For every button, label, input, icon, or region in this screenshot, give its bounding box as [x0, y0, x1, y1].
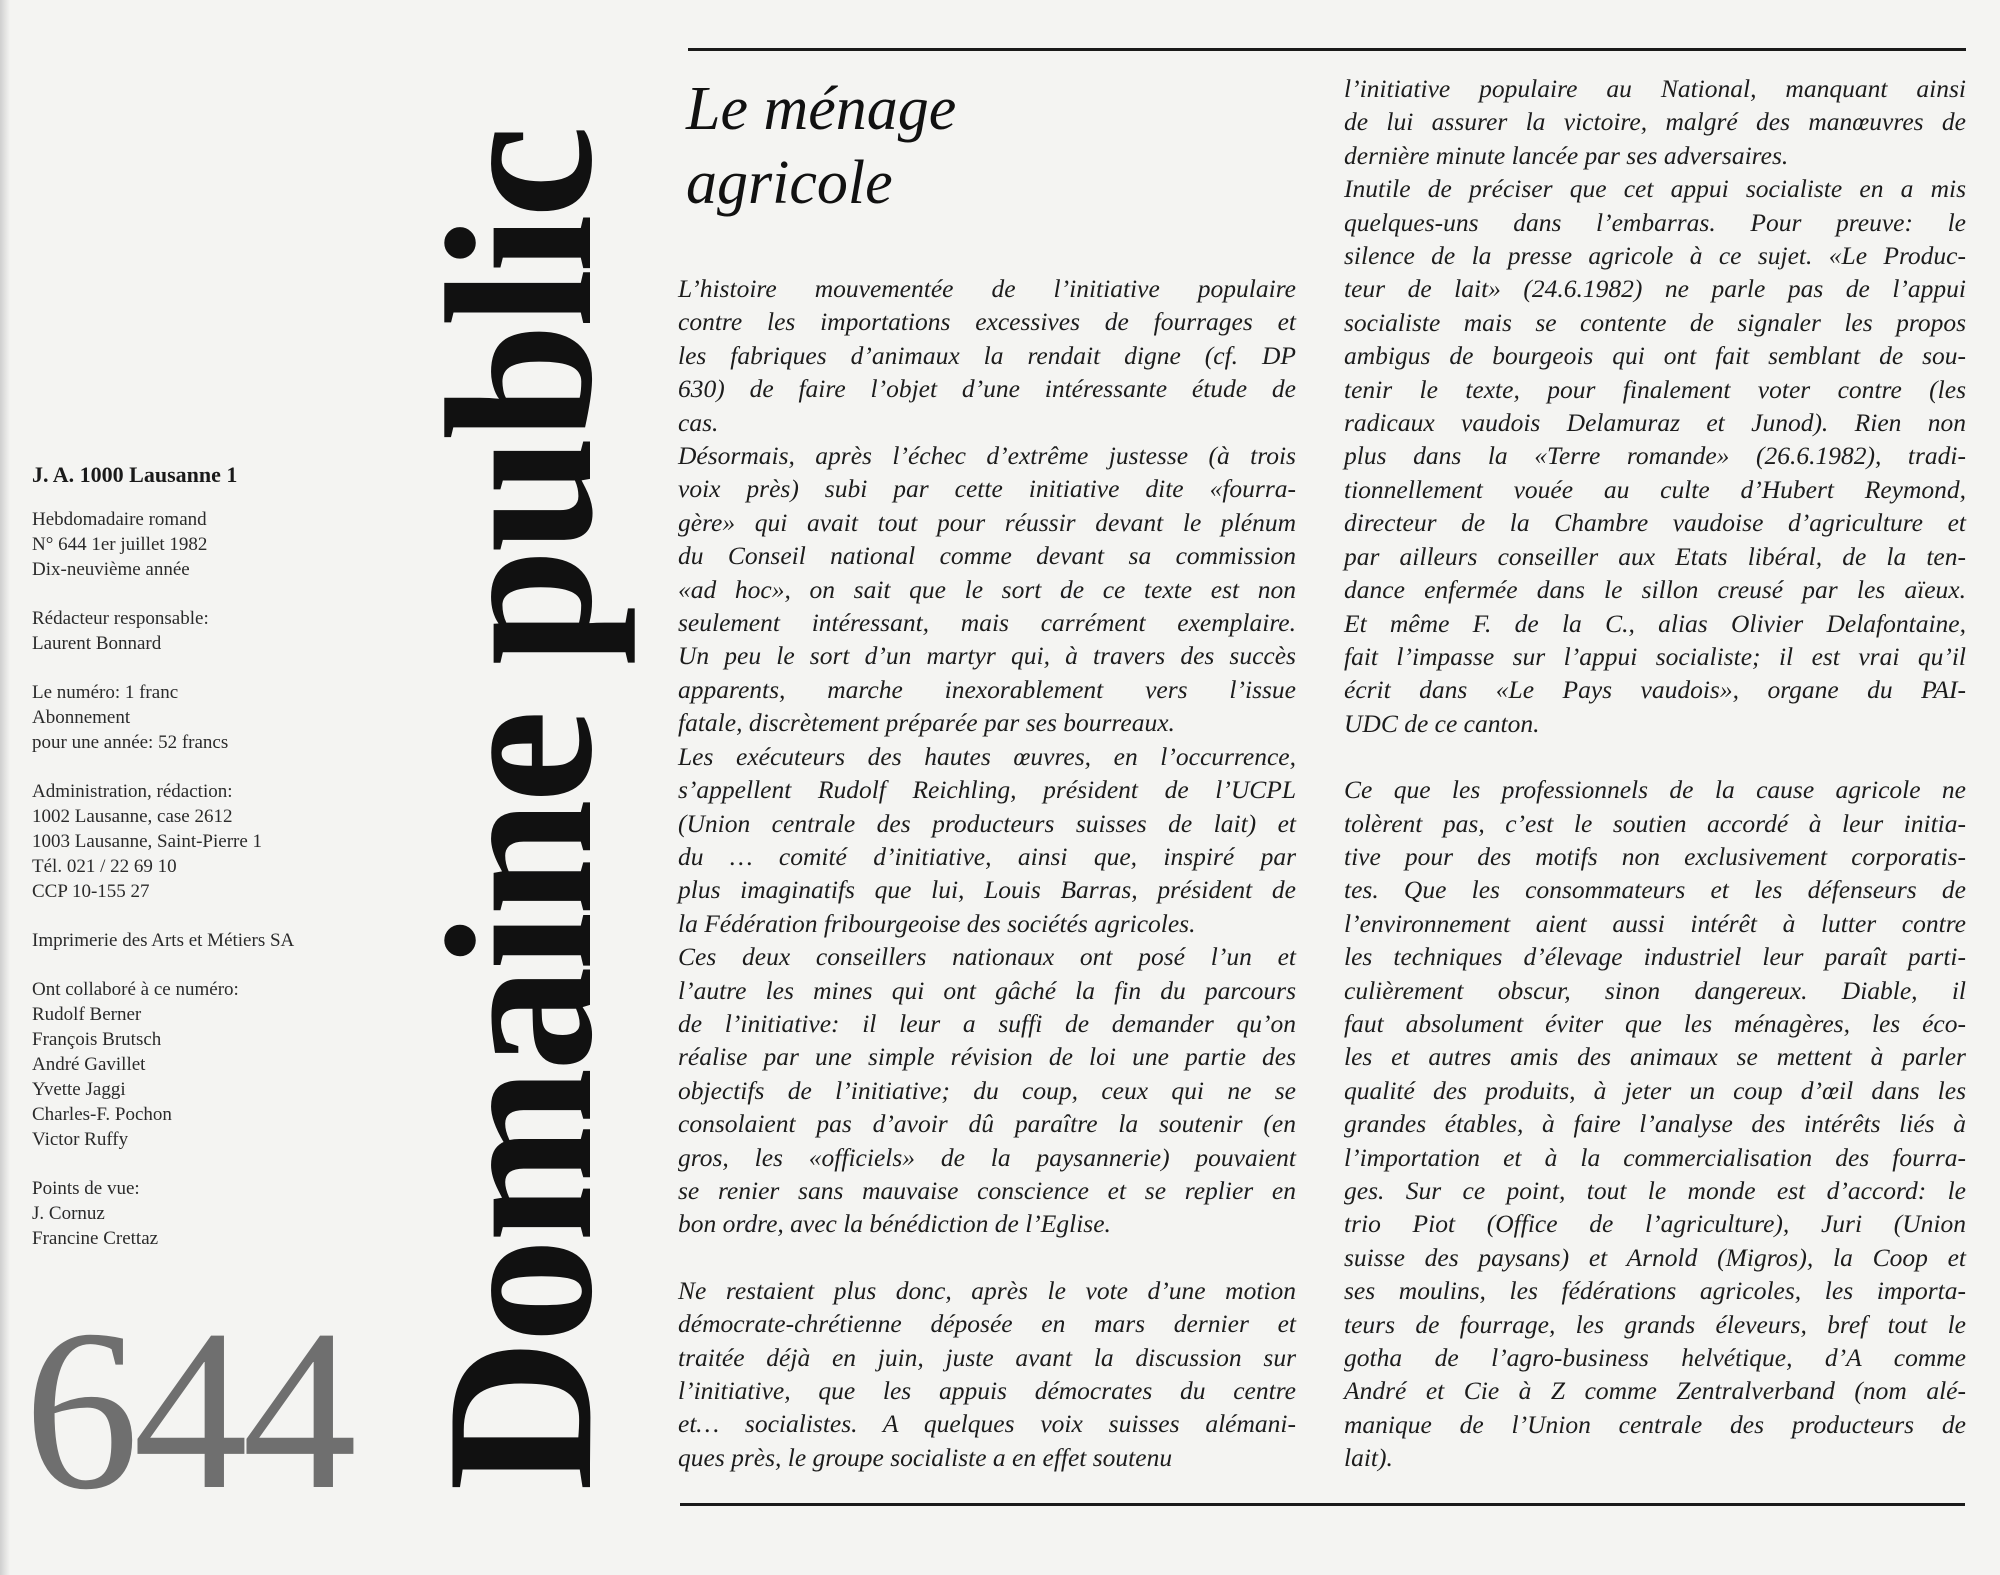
article-paragraph	[1344, 773, 1966, 1475]
article-line: directeur de la Chambre vaudoise d’agriculture et	[1344, 508, 1966, 538]
administration-info	[32, 779, 392, 904]
paragraph-gap	[1344, 740, 1966, 773]
colophon	[32, 462, 392, 1275]
article-line: Les exécuteurs des hautes œuvres, en l’occurrence,	[678, 741, 1296, 771]
article-paragraph	[678, 1274, 1296, 1474]
article-line: Ne restaient plus donc, après le vote d’une motion	[678, 1275, 1296, 1305]
article-line: (Union centrale des producteurs suisses de lait) et	[678, 808, 1296, 838]
article-line: cas.	[678, 407, 719, 437]
colophon-line: André Gavillet	[32, 1054, 146, 1075]
article-line: manique de l’Union centrale des producteurs de	[1344, 1409, 1966, 1439]
article-line: gotha de l’agro-business helvétique, d’A comme	[1344, 1343, 1966, 1373]
article-line: voix près) subi par cette initiative dite «fourra-	[678, 474, 1296, 504]
article-line: qualité des produits, à jeter un coup d’œil dans les	[1344, 1075, 1966, 1105]
colophon-line: CCP 10-155 27	[32, 881, 150, 902]
colophon-line: François Brutsch	[32, 1029, 162, 1050]
article-line: Inutile de préciser que cet appui socialiste en a mis	[1344, 174, 1966, 204]
article-line: se renier sans mauvaise conscience et se replier en	[678, 1175, 1296, 1205]
colophon-line: Tél. 021 / 22 69 10	[32, 856, 177, 877]
article-line: tive pour des motifs non exclusivement corporatis-	[1344, 841, 1966, 871]
article-line: par ailleurs conseiller aux Etats libéral, de la ten-	[1344, 541, 1966, 571]
article-line: teurs de fourrage, les grands éleveurs, bref tout le	[1344, 1309, 1966, 1339]
article-paragraph	[1344, 72, 1966, 172]
article-line: ges. Sur ce point, tout le monde est d’accord: le	[1344, 1176, 1966, 1205]
article-line: de lui assurer la victoire, malgré des manœuvres de	[1344, 107, 1966, 137]
article-line: l’environnement aient aussi intérêt à lutter contre	[1344, 908, 1966, 938]
article-line: s’appellent Rudolf Reichling, président de l’UCPL	[678, 775, 1296, 805]
masthead-container	[404, 110, 636, 1510]
colophon-line: 1002 Lausanne, case 2612	[32, 806, 233, 827]
article-line: tes. Que les consommateurs et les défenseurs de	[1344, 875, 1966, 905]
colophon-line: Victor Ruffy	[32, 1129, 129, 1150]
viewpoints-list	[32, 1176, 392, 1251]
article-line: l’autre les mines qui ont gâché la fin du parcours	[678, 975, 1296, 1005]
colophon-line: Administration, rédaction:	[32, 781, 233, 802]
colophon-line: 1003 Lausanne, Saint-Pierre 1	[32, 831, 263, 852]
article-line: bon ordre, avec la bénédiction de l’Eglise.	[678, 1209, 1111, 1239]
contributors-list	[32, 977, 392, 1152]
colophon-line: Rudolf Berner	[32, 1004, 142, 1025]
article-line: plus imaginatifs que lui, Louis Barras, président de	[678, 875, 1296, 905]
article-line: Un peu le sort d’un martyr qui, à travers des succès	[678, 641, 1296, 671]
article-line: apparents, marche inexorablement vers l’issue	[678, 674, 1296, 704]
article-line: réalise par une simple révision de loi une partie des	[678, 1042, 1296, 1072]
article-line: et… socialistes. A quelques voix suisses alémani-	[678, 1409, 1296, 1439]
article-line: André et Cie à Z comme Zentralverband (nom alé-	[1344, 1376, 1966, 1406]
article-line: socialiste mais se contente de signaler les propos	[1344, 307, 1966, 337]
article-paragraph	[678, 740, 1296, 940]
colophon-line: pour une année: 52 francs	[32, 732, 229, 753]
article-paragraph	[678, 439, 1296, 740]
article-column-2	[1344, 72, 1966, 1475]
article-line: tionnellement vouée au culte d’Hubert Reymond,	[1344, 474, 1966, 504]
article-line: démocrate-chrétienne déposée en mars dernier et	[678, 1309, 1296, 1339]
article-line: l’importation et à la commercialisation des fourra-	[1344, 1142, 1966, 1172]
colophon-line: Points de vue:	[32, 1178, 140, 1199]
article-line: teur de lait» (24.6.1982) ne parle pas de l’appui	[1344, 274, 1966, 304]
top-rule	[688, 48, 1966, 51]
article-line: contre les importations excessives de fourrages et	[678, 307, 1296, 337]
article-line: UDC de ce canton.	[1344, 708, 1540, 738]
article-line: Et même F. de la C., alias Olivier Delafontaine,	[1344, 608, 1966, 638]
article-line: 630) de faire l’objet d’une intéressante étude de	[678, 374, 1296, 404]
article-line: plus dans la «Terre romande» (26.6.1982), tradi-	[1344, 441, 1966, 471]
bottom-rule	[680, 1503, 1965, 1506]
article-line: L’histoire mouvementée de l’initiative populaire	[678, 274, 1296, 303]
article-line: Désormais, après l’échec d’extrême justesse (à trois	[678, 441, 1296, 471]
article-line: fait l’impasse sur l’appui socialiste; il est vrai qu’il	[1344, 641, 1966, 671]
article-line: quelques-uns dans l’embarras. Pour preuve: le	[1344, 207, 1966, 237]
colophon-line: Rédacteur responsable:	[32, 608, 209, 629]
article-title-line-2: agricole	[686, 149, 893, 217]
article-line: gros, les «officiels» de la paysannerie) pouvaient	[678, 1142, 1296, 1172]
article-line: gère» qui avait tout pour réussir devant le plénum	[678, 507, 1296, 537]
article-line: ques près, le groupe socialiste a en effet soutenu	[678, 1442, 1173, 1472]
price-info	[32, 680, 392, 755]
article-line: écrit dans «Le Pays vaudois», organe du PAI-	[1344, 675, 1966, 705]
colophon-line: Laurent Bonnard	[32, 633, 162, 654]
article-line: fatale, discrètement préparée par ses bourreaux.	[678, 708, 1175, 738]
article-line: la Fédération fribourgeoise des sociétés agricoles.	[678, 908, 1196, 938]
article-line: du Conseil national comme devant sa commission	[678, 541, 1296, 571]
article-line: lait).	[1344, 1443, 1393, 1473]
article-line: «ad hoc», on sait que le sort de ce texte est non	[678, 574, 1296, 604]
article-paragraph	[678, 940, 1296, 1241]
article-line: faut absolument éviter que les ménagères, les éco-	[1344, 1008, 1966, 1038]
article-line: silence de la presse agricole à ce sujet. «Le Produc-	[1344, 241, 1966, 271]
article-line: grandes étables, à faire l’analyse des intérêts liés à	[1344, 1109, 1966, 1139]
article-line: suisse des paysans) et Arnold (Migros), la Coop et	[1344, 1242, 1966, 1272]
article-column-1	[678, 272, 1296, 1474]
article-line: Ce que les professionnels de la cause agricole ne	[1344, 775, 1966, 805]
article-line: objectifs de l’initiative; du coup, ceux qui ne se	[678, 1075, 1296, 1105]
colophon-line: Dix-neuvième année	[32, 559, 190, 580]
colophon-line: Le numéro: 1 franc	[32, 682, 179, 703]
colophon-line: J. Cornuz	[32, 1203, 105, 1224]
colophon-line: Hebdomadaire romand	[32, 509, 207, 530]
colophon-line: Abonnement	[32, 707, 131, 728]
colophon-line: Charles-F. Pochon	[32, 1104, 172, 1125]
issue-number: 644	[24, 1282, 351, 1537]
article-line: dernière minute lancée par ses adversaires.	[1344, 140, 1789, 170]
article-title	[686, 72, 1306, 220]
article-line: de l’initiative: il leur a suffi de demander qu’on	[678, 1008, 1296, 1038]
page-edge-shadow	[0, 0, 10, 1575]
article-line: Ces deux conseillers nationaux ont posé l’un et	[678, 942, 1296, 972]
article-line: radicaux vaudois Delamuraz et Junod). Rien non	[1344, 408, 1966, 438]
printer-info	[32, 928, 392, 953]
article-paragraph	[1344, 172, 1966, 740]
colophon-line: Imprimerie des Arts et Métiers SA	[32, 930, 295, 951]
article-line: trio Piot (Office de l’agriculture), Juri (Union	[1344, 1209, 1966, 1239]
article-paragraph	[678, 272, 1296, 439]
colophon-line: Yvette Jaggi	[32, 1079, 126, 1100]
article-line: les fabriques d’animaux la rendait digne (cf. DP	[678, 340, 1296, 370]
paragraph-gap	[678, 1241, 1296, 1274]
colophon-line: Francine Crettaz	[32, 1228, 159, 1249]
article-line: les et autres amis des animaux se mettent à parler	[1344, 1042, 1966, 1072]
masthead-title: Domaine public	[404, 129, 636, 1491]
article-line: l’initiative, que les appuis démocrates du centre	[678, 1376, 1296, 1405]
colophon-line: Ont collaboré à ce numéro:	[32, 979, 239, 1000]
article-line: tolèrent pas, c’est le soutien accordé à leur initia-	[1344, 808, 1966, 838]
article-line: ambigus de bourgeois qui ont fait semblant de sou-	[1344, 341, 1966, 371]
article-line: dance enfermée dans le sillon creusé par les aïeux.	[1344, 575, 1966, 605]
colophon-line: N° 644 1er juillet 1982	[32, 534, 208, 555]
article-line: traitée déjà en juin, juste avant la discussion sur	[678, 1342, 1296, 1372]
postal-mark: J. A. 1000 Lausanne 1	[32, 462, 238, 487]
article-line: l’initiative populaire au National, manquant ainsi	[1344, 74, 1966, 103]
article-title-line-1: Le ménage	[686, 75, 957, 143]
article-line: du … comité d’initiative, ainsi que, inspiré par	[678, 841, 1296, 871]
article-line: ses moulins, les fédérations agricoles, les importa-	[1344, 1276, 1966, 1306]
article-line: culièrement obscur, sinon dangereux. Diable, il	[1344, 975, 1966, 1005]
article-line: seulement intéressant, mais carrément exemplaire.	[678, 608, 1296, 638]
editor-info	[32, 606, 392, 656]
article-line: tenir le texte, pour finalement voter contre (les	[1344, 374, 1966, 404]
publication-info	[32, 507, 392, 582]
article-line: les techniques d’élevage industriel leur paraît parti-	[1344, 942, 1966, 972]
article-line: consolaient pas d’avoir dû paraître la soutenir (en	[678, 1109, 1296, 1139]
